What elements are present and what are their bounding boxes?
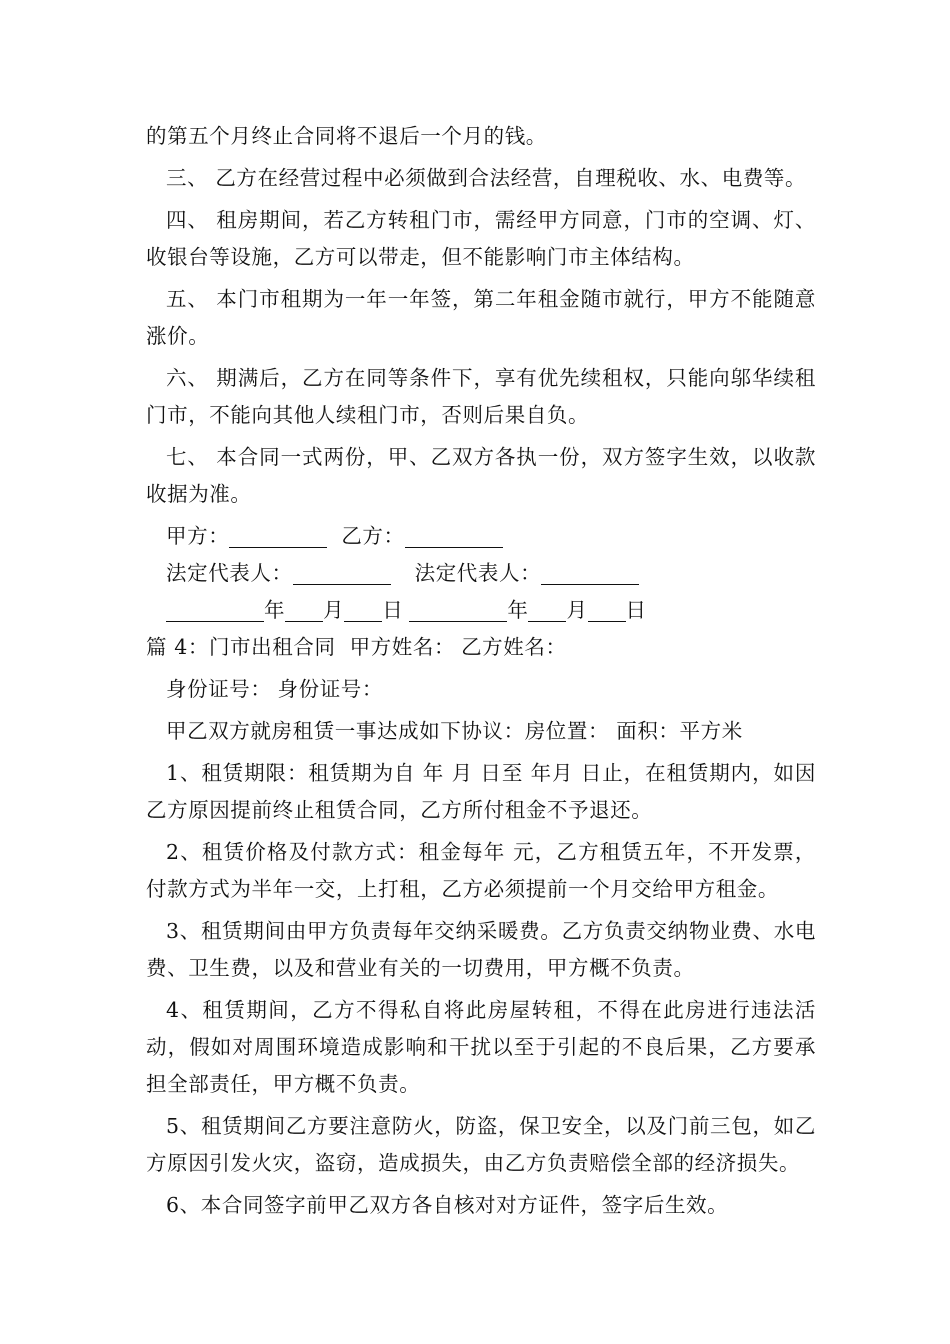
date-a-month-label: 月: [323, 598, 345, 622]
legal-rep-a-blank: [293, 562, 391, 585]
id-label-b: 身份证号：: [277, 677, 383, 701]
legal-rep-b-label: 法定代表人：: [414, 561, 542, 585]
date-a-day-label: 日: [382, 598, 404, 622]
clause-seven: 七、 本合同一式两份，甲、乙双方各执一份，双方签字生效，以收款收据为准。: [146, 445, 816, 506]
date-a-year-blank: [166, 599, 264, 622]
lease-clause-4: 4、租赁期间，乙方不得私自将此房屋转租，不得在此房进行违法活动，假如对周围环境造成影响和干扰以至于引起的不良后果，乙方要承担全部责任，甲方概不负责。: [146, 998, 816, 1096]
date-b-day-blank: [588, 599, 626, 622]
date-b-day-label: 日: [625, 598, 647, 622]
legal-rep-b-blank: [541, 562, 639, 585]
clause-three: 三、 乙方在经营过程中必须做到合法经营，自理税收、水、电费等。: [166, 166, 807, 190]
id-label-a: 身份证号：: [166, 677, 272, 701]
date-b-month-label: 月: [566, 598, 588, 622]
section-header: 篇 4：门市出租合同: [146, 635, 336, 659]
date-b-month-blank: [528, 599, 566, 622]
clause-five: 五、 本门市租期为一年一年签，第二年租金随市就行，甲方不能随意涨价。: [146, 287, 816, 348]
date-b-year-blank: [409, 599, 507, 622]
agreement-intro: 甲乙双方就房租赁一事达成如下协议：房位置： 面积：平方米: [166, 719, 743, 743]
party-a-label: 甲方：: [166, 524, 230, 548]
party-a-blank: [229, 525, 327, 548]
legal-rep-a-label: 法定代表人：: [166, 561, 293, 585]
section-header-line: [146, 629, 816, 666]
party-b-name-label: 乙方姓名：: [461, 635, 567, 659]
party-a-name-label: 甲方姓名：: [349, 635, 456, 659]
lease-clause-6: 6、本合同签字前甲乙双方各自核对对方证件，签字后生效。: [166, 1193, 729, 1217]
party-b-label: 乙方：: [341, 524, 405, 548]
lease-clause-5: 5、租赁期间乙方要注意防火，防盗，保卫安全，以及门前三包，如乙方原因引发火灾，盗窃，造成损失，由乙方负责赔偿全部的经济损失。: [146, 1114, 816, 1175]
signature-legal-rep-line: [146, 555, 816, 592]
paragraph-continuation: 的第五个月终止合同将不退后一个月的钱。: [146, 124, 547, 148]
id-number-line: [146, 671, 816, 708]
lease-clause-2: 2、租赁价格及付款方式：租金每年 元，乙方租赁五年，不开发票，付款方式为半年一交，上打租，乙方必须提前一个月交给甲方租金。: [146, 840, 816, 901]
document-body: [146, 118, 816, 1229]
clause-four: 四、 租房期间，若乙方转租门市，需经甲方同意，门市的空调、灯、收银台等设施，乙方可以带走，但不能影响门市主体结构。: [146, 208, 816, 269]
date-a-month-blank: [285, 599, 323, 622]
date-a-day-blank: [344, 599, 382, 622]
date-a-year-label: 年: [264, 598, 286, 622]
signature-date-line: [146, 592, 816, 629]
signature-parties-line: [146, 518, 816, 555]
lease-clause-3: 3、租赁期间由甲方负责每年交纳采暖费。乙方负责交纳物业费、水电费、卫生费，以及和营业有关的一切费用，甲方概不负责。: [146, 919, 816, 980]
date-b-year-label: 年: [507, 598, 529, 622]
party-b-blank: [405, 525, 503, 548]
clause-six: 六、 期满后，乙方在同等条件下，享有优先续租权，只能向邬华续租门市，不能向其他人续租门市，否则后果自负。: [146, 366, 816, 427]
lease-clause-1: 1、租赁期限：租赁期为自 年 月 日至 年月 日止，在租赁期内，如因乙方原因提前终止租赁合同，乙方所付租金不予退还。: [146, 761, 816, 822]
